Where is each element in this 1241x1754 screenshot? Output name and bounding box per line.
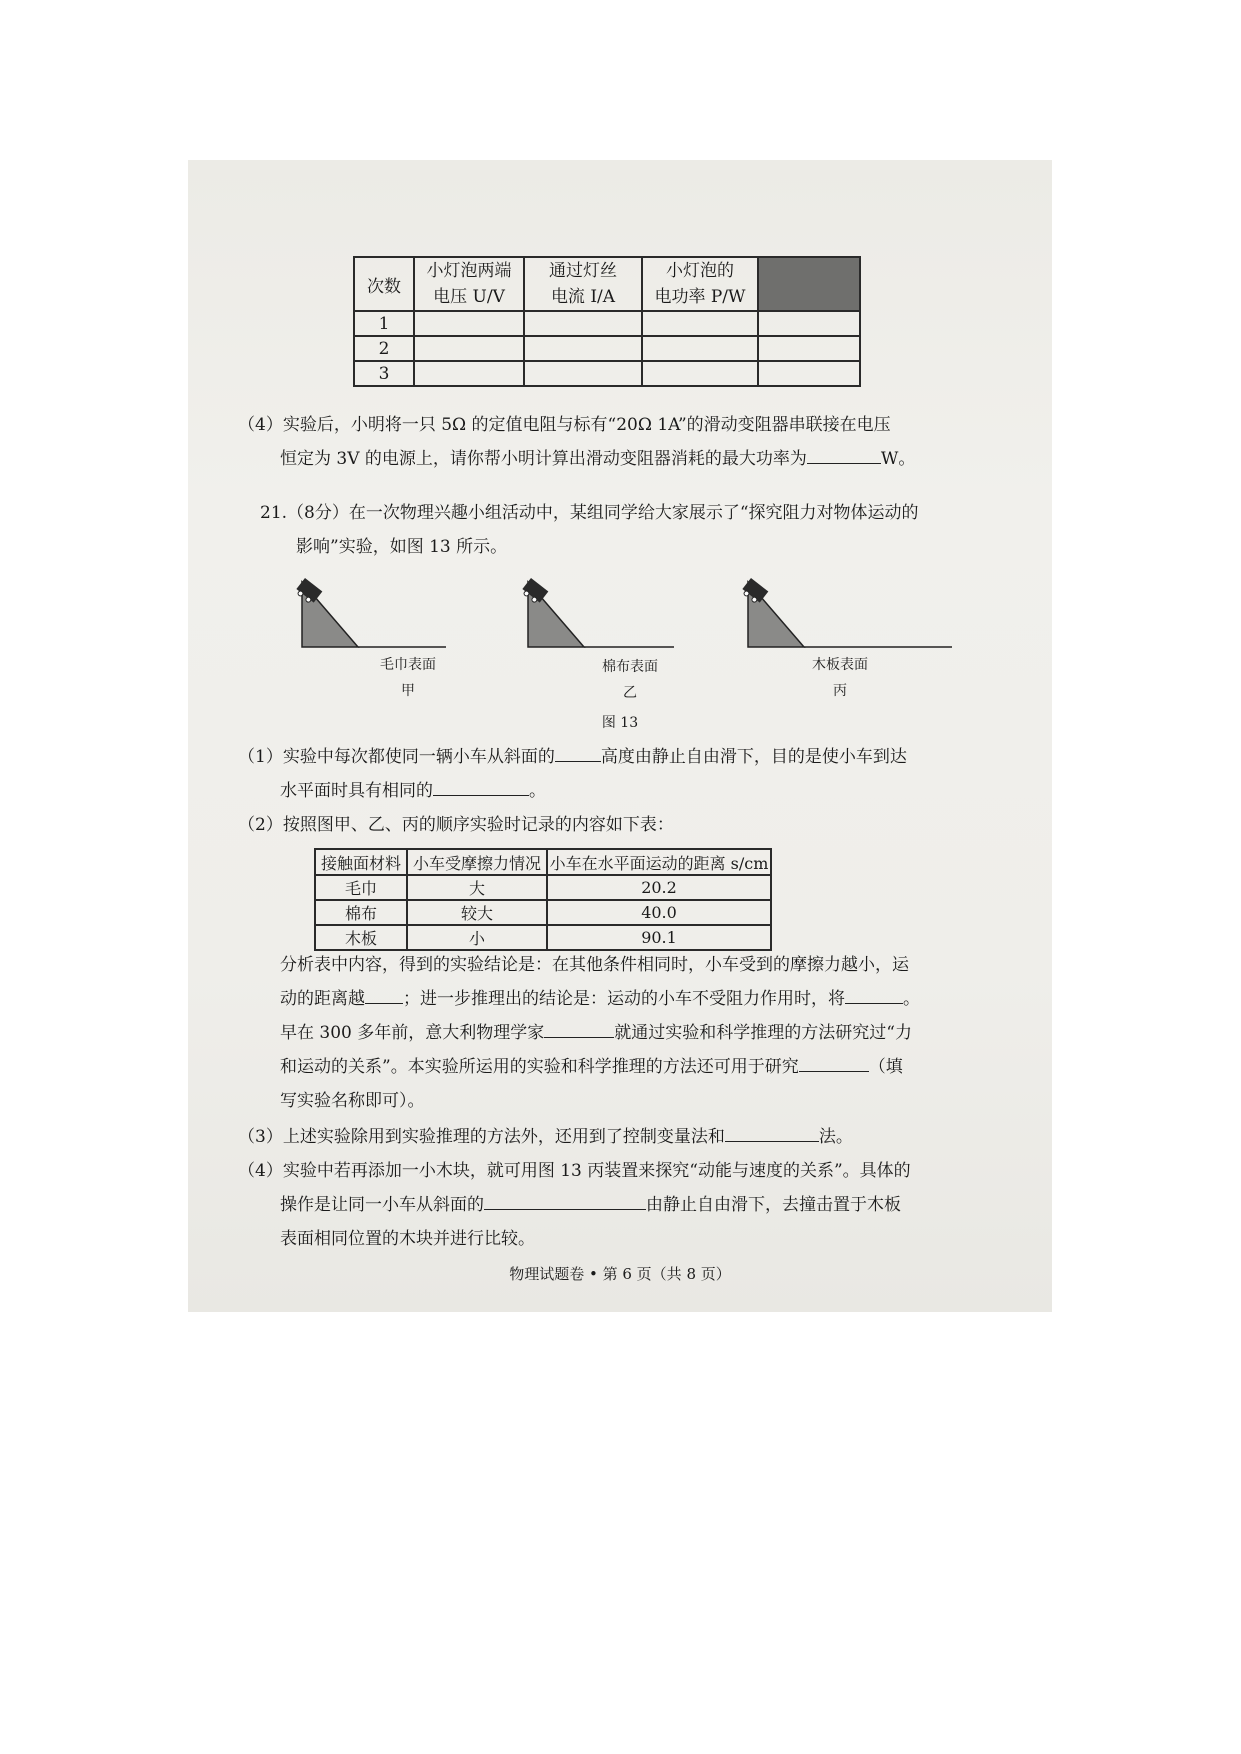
table-cell: 毛巾 [315,875,407,900]
table-cell [524,336,642,361]
answer-blank [799,1054,869,1072]
table-cell [758,361,860,386]
table-cell [758,311,860,336]
friction-table [314,848,772,951]
answer-blank [544,1020,614,1038]
table-cell [642,311,758,336]
header-voltage: 小灯泡两端 电压 U/V [414,257,524,311]
header-power: 小灯泡的 电功率 P/W [642,257,758,311]
table-cell [414,311,524,336]
answer-blank [433,778,529,796]
ramp-wood [740,578,952,647]
table-cell [758,336,860,361]
header-material: 接触面材料 [315,849,407,875]
label-cotton-surface: 棉布表面 [602,659,658,675]
answer-blank [807,446,881,464]
shaded-cell [758,257,860,311]
figure-caption: 图 13 [601,715,639,731]
ramp-towel [294,578,446,647]
row-number: 1 [354,311,414,336]
answer-blank [555,744,601,762]
label-jia: 甲 [401,683,415,699]
table-cell: 棉布 [315,900,407,925]
results-table [353,256,861,387]
header-friction: 小车受摩擦力情况 [407,849,547,875]
answer-blank [845,986,903,1004]
label-yi: 乙 [623,685,637,701]
table-cell: 20.2 [547,875,771,900]
table-cell: 木板 [315,925,407,950]
sub-question-1: （1）实验中每次都使同一辆小车从斜面的 高度由静止自由滑下，目的是使小车到达 水平面时具有相同的 。 [238,740,907,808]
answer-blank [484,1192,646,1210]
table-cell [414,336,524,361]
table-cell [642,361,758,386]
table-cell: 90.1 [547,925,771,950]
table-cell: 40.0 [547,900,771,925]
label-bing: 丙 [833,683,847,699]
header-count: 次数 [354,257,414,311]
sub-question-4: （4）实验中若再添加一小木块，就可用图 13 丙装置来探究“动能与速度的关系”。具体的 操作是让同一小车从斜面的 由静止自由滑下，去撞击置于木板 表面相同位置的木块并进行比较。 [238,1161,911,1249]
exam-page [188,160,1052,1312]
answer-blank [365,986,403,1004]
ramp-cotton [520,578,674,647]
sub-question-2: （2）按照图甲、乙、丙的顺序实验时记录的内容如下表： [238,815,674,835]
page-footer: 物理试题卷 • 第 6 页（共 8 页） [509,1265,731,1283]
label-wood-surface: 木板表面 [812,657,868,673]
header-distance: 小车在水平面运动的距离 s/cm [547,849,771,875]
answer-blank [725,1124,819,1142]
header-current: 通过灯丝 电流 I/A [524,257,642,311]
table-cell: 大 [407,875,547,900]
table-cell [524,361,642,386]
table-cell: 较大 [407,900,547,925]
sub-question-3: （3）上述实验除用到实验推理的方法外，还用到了控制变量法和 法。 [238,1120,853,1154]
row-number: 2 [354,336,414,361]
row-number: 3 [354,361,414,386]
table-cell: 小 [407,925,547,950]
table-cell [524,311,642,336]
q21-intro: 21.（8分）在一次物理兴趣小组活动中，某组同学给大家展示了“探究阻力对物体运动的 影响”实验，如图 13 所示。 [260,503,919,557]
table-cell [642,336,758,361]
label-towel-surface: 毛巾表面 [380,657,436,673]
table-cell [414,361,524,386]
analysis-paragraph: 分析表中内容，得到的实验结论是：在其他条件相同时，小车受到的摩擦力越小，运 动的距离越 ；进一步推理出的结论是：运动的小车不受阻力作用时，将 。 早在 300 多年前，意大利物理学家 就通过实验和科学推理的方法研究过“力 和运动的关系”。本实验所运用的实验和科学推理的方法还可用于研究 （填 写实验名称即可）。 [280,955,920,1111]
q20-part4: （4）实验后，小明将一只 5Ω 的定值电阻与标有“20Ω 1A”的滑动变阻器串联接在电压 恒定为 3V 的电源上，请你帮小明计算出滑动变阻器消耗的最大功率为 W。 [238,415,916,469]
